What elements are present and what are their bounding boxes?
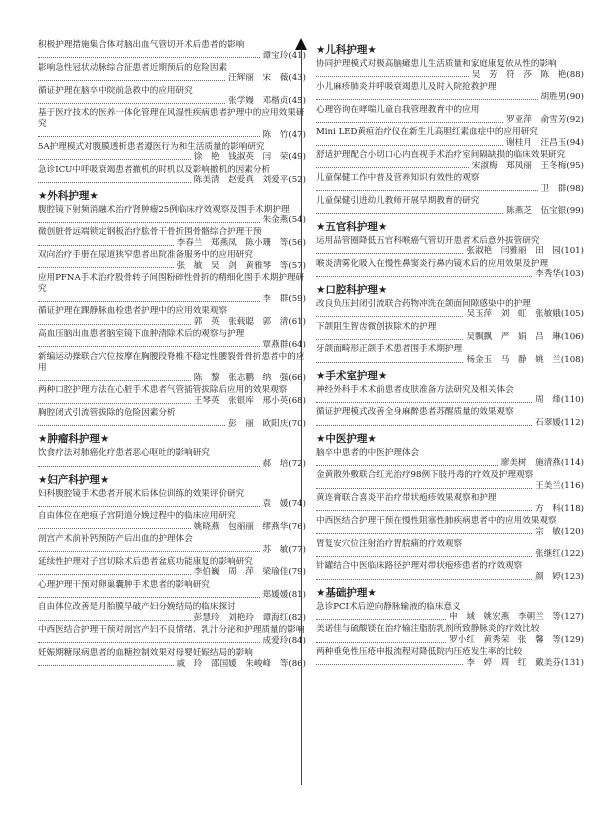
- entry-meta: [38, 215, 306, 226]
- dot-leader: [38, 222, 260, 223]
- authors: 朱金燕: [262, 215, 289, 226]
- toc-entry[interactable]: [316, 407, 584, 428]
- authors: 宋淑梅 郑凤丽 王冬梅: [471, 160, 567, 171]
- authors: 覃燕群: [262, 339, 289, 350]
- article-title[interactable]: 中西医结合护理干预在慢性阻塞性肺疾病患者中的应用效果观察: [316, 515, 557, 526]
- toc-entry[interactable]: [38, 534, 306, 555]
- authors: 廖美树 施清燕: [500, 458, 561, 469]
- authors: 王琴英 张银库 邢小英: [193, 395, 289, 406]
- dot-leader: [316, 122, 503, 123]
- dot-leader: [316, 339, 463, 340]
- page-number: (127): [560, 612, 584, 623]
- toc-entry[interactable]: [38, 63, 306, 84]
- article-title[interactable]: 腹腔镜下射频消融术治疗肾肿瘤25例临床疗效观察及围手术期护理: [38, 204, 290, 215]
- article-title[interactable]: 妊娠期糖尿病患者的血糖控制效果对母婴妊娠结局的影响: [38, 647, 253, 658]
- section-heading: ★肿瘤科护理★: [38, 433, 110, 446]
- entry-meta: [38, 317, 306, 328]
- authors: 成爱玲: [262, 635, 289, 646]
- entry-meta: [38, 545, 306, 556]
- entry-meta: [38, 419, 306, 430]
- article-title[interactable]: 牙颌面畸形正颌手术患者围手术期护理: [316, 344, 463, 355]
- page-number: (74): [288, 499, 306, 510]
- page-number: (43): [288, 73, 306, 84]
- authors: 石翠媛: [535, 417, 561, 428]
- page-number: (105): [560, 309, 584, 320]
- authors: 戚 玲 邵国媛 朱峻峰 等: [176, 658, 289, 669]
- page-number: (112): [560, 417, 584, 428]
- dot-leader: [38, 642, 260, 643]
- dot-leader: [316, 76, 469, 77]
- entry-meta: [316, 658, 584, 669]
- page-number: (45): [288, 96, 306, 107]
- toc-entry[interactable]: [316, 385, 584, 406]
- toc-entry[interactable]: [316, 647, 584, 668]
- toc-entry[interactable]: [38, 227, 306, 248]
- section-heading: ★基础护理★: [316, 586, 377, 599]
- authors: 郭 英 张载聪 郭 清: [193, 317, 289, 327]
- entry-meta: [316, 527, 584, 538]
- page-number: (118): [560, 503, 584, 514]
- dot-leader: [316, 642, 446, 643]
- toc-entry[interactable]: [38, 108, 306, 140]
- toc-entry[interactable]: [38, 306, 306, 327]
- toc-entry[interactable]: [38, 557, 306, 578]
- article-title[interactable]: 双向治疗手册在尿道狭窄患者出院准备服务中的应用研究: [38, 250, 253, 261]
- dot-leader: [38, 597, 260, 598]
- toc-entry[interactable]: [316, 516, 584, 537]
- dot-leader: [38, 103, 225, 104]
- authors: 王美兰: [535, 480, 561, 491]
- toc-entry[interactable]: [38, 489, 306, 510]
- toc-entry[interactable]: [316, 539, 584, 560]
- dot-leader: [38, 528, 191, 529]
- authors: 袁 媛: [262, 499, 289, 510]
- article-title[interactable]: 神经外科手术术前患者皮肤准备方法研究及相关体会: [316, 384, 514, 395]
- toc-entry[interactable]: [38, 40, 306, 61]
- dot-leader: [316, 533, 532, 534]
- dot-leader: [316, 167, 469, 168]
- toc-left-column: [38, 40, 306, 671]
- article-title[interactable]: 胸腔闭式引流管拔除的危险因素分析: [38, 408, 176, 419]
- authors: 谢桂月 汪昌玉: [506, 137, 567, 148]
- toc-entry[interactable]: [38, 648, 306, 669]
- article-title[interactable]: 5A护理模式对腹膜透析患者遵医行为和生活质量的影响研究: [38, 141, 265, 152]
- entry-meta: [316, 70, 584, 81]
- authors: 宗 敏: [535, 526, 561, 537]
- dot-leader: [316, 465, 498, 466]
- entry-meta: [316, 332, 584, 343]
- dot-leader: [316, 556, 532, 557]
- toc-entry[interactable]: [38, 352, 306, 384]
- article-title[interactable]: 两种口腔护理方法在心脏手术患者气管插管拔除后应用的效果观察: [38, 385, 288, 396]
- page-number: (86): [288, 658, 306, 669]
- authors: 徐 艳 钱淑英 闫 荣: [193, 152, 289, 163]
- dot-leader: [316, 99, 538, 100]
- section-heading: ★口腔科护理★: [316, 283, 388, 296]
- authors: 谭宝玲: [262, 50, 289, 61]
- article-title[interactable]: 金黄散外敷联合红光治疗98例下肢丹毒的疗效及护理观察: [316, 470, 534, 481]
- entry-meta: [316, 635, 584, 646]
- page-number: (120): [560, 526, 584, 537]
- authors: 方 科: [535, 503, 561, 514]
- authors: 郑媛媛: [262, 590, 289, 601]
- article-title[interactable]: 针罐结合中医临床路径护理对带状疱疹患者的疗效观察: [316, 561, 523, 572]
- entry-meta: [38, 499, 306, 510]
- authors: 李春兰 郑燕凤 陈小珊 等: [176, 238, 289, 249]
- entry-meta: [316, 184, 584, 195]
- page-number: (131): [560, 657, 584, 668]
- section-heading: ★儿科护理★: [316, 44, 377, 56]
- dot-leader: [38, 574, 191, 575]
- entry-meta: [38, 294, 306, 305]
- article-title[interactable]: 循证护理在踝静脉血栓患者护理中的应用效果观察: [38, 306, 228, 317]
- dot-leader: [38, 267, 174, 268]
- entry-meta: [38, 261, 306, 272]
- article-title[interactable]: 高血压脑出血患者脑室镜下血肿清除术后的观察与护理: [38, 329, 245, 340]
- article-title[interactable]: 改良负压封闭引流联合药物冲洗在颌面间隙感染中的护理: [316, 298, 531, 309]
- page-number: (52): [288, 175, 306, 186]
- section-heading: ★手术室护理★: [316, 369, 388, 382]
- article-title[interactable]: 积极护理措施集合体对脑出血气管切开术后患者的影响: [38, 40, 245, 50]
- dot-leader: [316, 362, 463, 363]
- article-title[interactable]: 基于医疗技术的医养一体化管理在风湿性疾病患者护理中的应用效果研究: [38, 108, 305, 129]
- entry-meta: [38, 636, 306, 647]
- toc-entry[interactable]: [316, 259, 584, 280]
- authors: 罗亚萍 俞雪芳: [506, 115, 567, 126]
- toc-entry[interactable]: [38, 273, 306, 305]
- toc-right-column: [316, 40, 584, 670]
- toc-entry[interactable]: [38, 448, 306, 469]
- page-number: (59): [288, 294, 306, 305]
- article-title[interactable]: 两种垂免性压疮申报流程对降低院内压疮发生率的比较: [316, 647, 523, 658]
- authors: 张 敏 吴 剑 黄雅琴 等: [176, 260, 289, 271]
- article-title[interactable]: 心理护理干预对卵巢囊肿手术患者的影响研究: [38, 579, 210, 590]
- entry-meta: [38, 51, 306, 62]
- page-number: (129): [560, 635, 584, 646]
- toc-entry[interactable]: [316, 602, 584, 623]
- authors: 陈 黎 张志鹏 纳 强: [193, 373, 289, 384]
- entry-meta: [316, 246, 584, 257]
- dot-leader: [38, 665, 174, 666]
- toc-entry[interactable]: [316, 448, 584, 469]
- page-number: (101): [560, 246, 584, 257]
- article-title[interactable]: 胃复安穴位注射治疗胃脘痛的疗效观察: [316, 538, 463, 549]
- dot-leader: [38, 506, 260, 507]
- authors: 彭 丽 欧阳庆: [228, 418, 289, 429]
- entry-meta: [316, 355, 584, 366]
- entry-meta: [38, 73, 306, 84]
- toc-entry[interactable]: [316, 150, 584, 171]
- authors: 李 群: [262, 294, 289, 305]
- toc-entry[interactable]: [38, 250, 306, 271]
- entry-meta: [316, 269, 584, 280]
- entry-meta: [316, 481, 584, 492]
- entry-meta: [316, 206, 584, 217]
- dot-leader: [38, 425, 225, 426]
- toc-entry[interactable]: [316, 493, 584, 514]
- page-number: (82): [288, 613, 306, 623]
- article-title[interactable]: 美诺佳与硫酸镁在治疗输注脂肪乳剂所致静脉炎的疗效比较: [316, 624, 540, 635]
- article-title[interactable]: 妇科腹腔镜手术患者开展术后体位训练的效果评价研究: [38, 488, 245, 499]
- authors: 胡胜男: [540, 92, 567, 103]
- section-heading: ★五官科护理★: [316, 220, 388, 233]
- toc-entry[interactable]: [38, 408, 306, 429]
- article-title[interactable]: Mini LED黄疸治疗仪在新生儿高胆红素血症中的应用研究: [316, 127, 538, 138]
- article-title[interactable]: 饮食疗法对肺癌化疗患者恶心呕吐的影响研究: [38, 448, 210, 459]
- toc-entry[interactable]: [316, 624, 584, 645]
- authors: 彭慧玲 刘艳玲 谭海红: [193, 613, 289, 623]
- page-number: (103): [560, 269, 584, 280]
- entry-meta: [316, 115, 584, 126]
- page-number: (77): [288, 544, 306, 555]
- entry-meta: [316, 504, 584, 515]
- dot-leader: [38, 159, 191, 160]
- toc-entry[interactable]: [316, 299, 584, 320]
- authors: 卫 群: [540, 183, 567, 194]
- toc-entry[interactable]: [316, 322, 584, 343]
- entry-meta: [38, 522, 306, 533]
- page-number: (98): [566, 183, 584, 194]
- page-number: (57): [288, 260, 306, 271]
- page-number: (66): [288, 373, 306, 384]
- entry-meta: [38, 96, 306, 107]
- authors: 张淑艳 闫雅丽 田 园: [466, 246, 561, 257]
- article-title[interactable]: 脑卒中患者的中医护理体会: [316, 447, 420, 458]
- authors: 苏 敏: [262, 544, 289, 555]
- article-title[interactable]: 运用品管圈降低五官科喉癌气管切开患者术后意外拔管研究: [316, 235, 540, 246]
- page-number: (114): [560, 458, 584, 469]
- page-number: (95): [566, 160, 584, 171]
- entry-meta: [316, 395, 584, 406]
- dot-leader: [38, 346, 260, 347]
- entry-meta: [38, 613, 306, 624]
- article-title[interactable]: 下颌阻生智齿微创拔除术的护理: [316, 321, 437, 332]
- page-number: (116): [560, 480, 584, 491]
- authors: 罗小红 黄秀荣 张 馨 等: [449, 635, 561, 646]
- authors: 郝 培: [262, 458, 289, 469]
- authors: 姚晓燕 包丽丽 缪燕华: [193, 521, 289, 532]
- dot-leader: [38, 620, 191, 621]
- toc-entry[interactable]: [316, 196, 584, 217]
- entry-meta: [316, 92, 584, 103]
- entry-meta: [38, 175, 306, 186]
- page-number: (122): [560, 549, 584, 560]
- page-number: (54): [288, 215, 306, 226]
- authors: 颜 婷: [535, 572, 561, 583]
- authors: 周 烽: [535, 395, 561, 406]
- entry-meta: [38, 238, 306, 249]
- page-number: (90): [566, 92, 584, 103]
- authors: 陈美清 赵爱真 刘爱平: [193, 175, 289, 186]
- toc-entry[interactable]: [316, 127, 584, 148]
- dot-leader: [316, 402, 532, 403]
- entry-meta: [316, 138, 584, 149]
- article-title[interactable]: 循证护理模式改善全身麻醉患者苏醒质量的效果观察: [316, 407, 514, 418]
- authors: 张继红: [535, 549, 561, 560]
- dot-leader: [38, 57, 260, 58]
- page-number: (84): [288, 635, 306, 646]
- dot-leader: [38, 182, 191, 183]
- entry-meta: [38, 590, 306, 601]
- dot-leader: [316, 316, 463, 317]
- toc-entry[interactable]: [38, 142, 306, 163]
- article-title[interactable]: 新编运动操联合穴位按摩在胸腰段脊椎不稳定性腰裂骨骨折患者中的应用: [38, 351, 305, 373]
- page-number: (106): [560, 332, 584, 343]
- dot-leader: [316, 619, 446, 620]
- authors: 汪辉丽 宋 薇: [228, 73, 289, 84]
- page-number: (108): [560, 355, 584, 365]
- authors: 吴飘飘 严 娟 吕 琳: [466, 332, 561, 343]
- toc-entry[interactable]: [38, 205, 306, 226]
- entry-meta: [316, 458, 584, 469]
- page-number: (94): [566, 137, 584, 148]
- page-number: (99): [566, 206, 584, 217]
- dot-leader: [38, 403, 191, 404]
- article-title[interactable]: 自由体位在疤痕子宫阴道分娩过程中的临床应用研究: [38, 511, 236, 522]
- authors: 李 婷 周 红 戴美芬: [466, 657, 561, 668]
- toc-entry[interactable]: [38, 86, 306, 107]
- toc-entry[interactable]: [316, 173, 584, 194]
- dot-leader: [316, 425, 532, 426]
- toc-entry[interactable]: [38, 511, 306, 532]
- dot-leader: [38, 551, 260, 552]
- entry-meta: [316, 309, 584, 320]
- page-number: (123): [560, 572, 584, 583]
- dot-leader: [316, 276, 532, 277]
- authors: 吴 芳 符 莎 陈 艳: [471, 69, 567, 80]
- dot-leader: [316, 213, 503, 214]
- dot-leader: [38, 380, 191, 381]
- entry-meta: [316, 572, 584, 583]
- entry-meta: [38, 396, 306, 407]
- article-title[interactable]: 舒适护理配合小切口心内直视手术治疗室间隔缺损的临床效果研究: [316, 150, 566, 161]
- authors: 申 域 姚宏燕 李朝兰 等: [449, 612, 561, 623]
- toc-entry[interactable]: [38, 625, 306, 646]
- page-number: (76): [288, 521, 306, 532]
- article-title[interactable]: 剖宫产术前补钙预防产后出血的护理体会: [38, 534, 193, 545]
- authors: 李伯巍 周 萍 梁瑜佳: [193, 567, 289, 578]
- entry-meta: [38, 459, 306, 470]
- dot-leader: [316, 579, 532, 580]
- article-title[interactable]: 协同护理模式对极高脑瘫患儿生活质量和家庭康复依从性的影响: [316, 59, 557, 69]
- page-number: (56): [288, 238, 306, 249]
- section-heading: ★外科护理★: [38, 189, 99, 202]
- dot-leader: [316, 253, 463, 254]
- authors: 张学嫚 邓楷贞: [228, 96, 289, 107]
- toc-entry[interactable]: [38, 165, 306, 186]
- page-number: (47): [288, 129, 306, 140]
- entry-meta: [38, 659, 306, 670]
- article-title[interactable]: 微创脏骨远端锁定钢板治疗肱骨干骨折围骨骼综合护理干预: [38, 227, 262, 238]
- dot-leader: [38, 80, 225, 81]
- dot-leader: [316, 510, 532, 511]
- article-title[interactable]: 影响急性冠状动脉综合征患者近期预后的危险因素: [38, 62, 228, 73]
- entry-meta: [38, 152, 306, 163]
- entry-meta: [316, 612, 584, 623]
- page-number: (61): [288, 317, 306, 327]
- page-number: (49): [288, 152, 306, 163]
- authors: 陈燕芝 伍宝银: [506, 206, 567, 217]
- article-title[interactable]: 急诊PCI术后逆向静脉输液的临床意义: [316, 601, 461, 612]
- article-title[interactable]: 小儿麻疹肺炎并呼吸衰竭患儿及时入院抢救护理: [316, 81, 497, 92]
- entry-meta: [316, 549, 584, 560]
- toc-entry[interactable]: [316, 236, 584, 257]
- page-number: (72): [288, 458, 306, 469]
- entry-meta: [38, 373, 306, 384]
- toc-entry[interactable]: [316, 59, 584, 80]
- entry-meta: [38, 340, 306, 351]
- page-number: (41): [288, 50, 306, 61]
- authors: 陈 竹: [262, 129, 289, 140]
- page-number: (68): [288, 395, 306, 406]
- page-number: (64): [288, 339, 306, 350]
- dot-leader: [316, 664, 463, 665]
- article-title[interactable]: 循证护理在脑卒中院前急救中的应用研究: [38, 85, 193, 96]
- dot-leader: [38, 136, 260, 137]
- toc-entry[interactable]: [316, 561, 584, 582]
- dot-leader: [316, 190, 538, 191]
- article-title[interactable]: 应用PFNA手术治疗股骨转子间围粉碎性骨折的精细化围手术期护理研究: [38, 273, 305, 294]
- page-number: (92): [566, 115, 584, 126]
- page-number: (79): [288, 567, 306, 578]
- article-title[interactable]: 喉炎清雾化吸入在慢性鼻窦炎行鼻内镜术后的应用效果及护理: [316, 258, 549, 269]
- dot-leader: [316, 488, 532, 489]
- article-title[interactable]: 儿童保健工作中普及营养知识有效性的观察: [316, 172, 480, 183]
- page-number: (81): [288, 590, 306, 601]
- dot-leader: [38, 466, 260, 467]
- toc-entry[interactable]: [38, 329, 306, 350]
- page-number: (110): [560, 395, 584, 406]
- toc-entry[interactable]: [316, 82, 584, 103]
- page-number: (88): [566, 69, 584, 80]
- toc-entry[interactable]: [38, 580, 306, 601]
- authors: 吴玉萍 刘 虹 张敏娥: [466, 309, 561, 320]
- dot-leader: [38, 245, 174, 246]
- article-title[interactable]: 中西医结合护理干预对剖宫产妇不良情绪、乳汁分泌和护理质量的影响: [38, 625, 305, 636]
- dot-leader: [38, 324, 191, 325]
- article-title[interactable]: 黄连膏联合喜炎平治疗带状疱疹效果观察和护理: [316, 493, 497, 504]
- entry-meta: [316, 418, 584, 429]
- toc-entry[interactable]: [38, 385, 306, 406]
- authors: 李秀华: [535, 269, 561, 280]
- authors: 杨金玉 马 静 姚 兰: [466, 355, 561, 365]
- dot-leader: [316, 145, 503, 146]
- entry-meta: [38, 130, 306, 141]
- toc-entry[interactable]: [316, 344, 584, 365]
- section-heading: ★中医护理★: [316, 432, 377, 445]
- section-heading: ★妇产科护理★: [38, 473, 110, 486]
- article-title[interactable]: 延续性护理对子宫切除术后患者盆底功能康复的影响研究: [38, 556, 253, 567]
- toc-entry[interactable]: [38, 602, 306, 623]
- article-title[interactable]: 自由体位改善是月胎膜早破产妇分娩结局的临床探讨: [38, 602, 236, 613]
- toc-entry[interactable]: [316, 470, 584, 491]
- entry-meta: [38, 567, 306, 578]
- article-title[interactable]: 心理咨询在哮喘儿童自我管理教育中的应用: [316, 104, 480, 115]
- toc-entry[interactable]: [316, 105, 584, 126]
- entry-meta: [316, 161, 584, 172]
- article-title[interactable]: 急诊ICU中呼吸衰竭患者撤机的时机以及影响撤机的因素分析: [38, 164, 271, 175]
- page-number: (70): [288, 418, 306, 429]
- article-title[interactable]: 儿童保健引进幼儿教师开展早期教育的研究: [316, 195, 480, 206]
- dot-leader: [38, 301, 260, 302]
